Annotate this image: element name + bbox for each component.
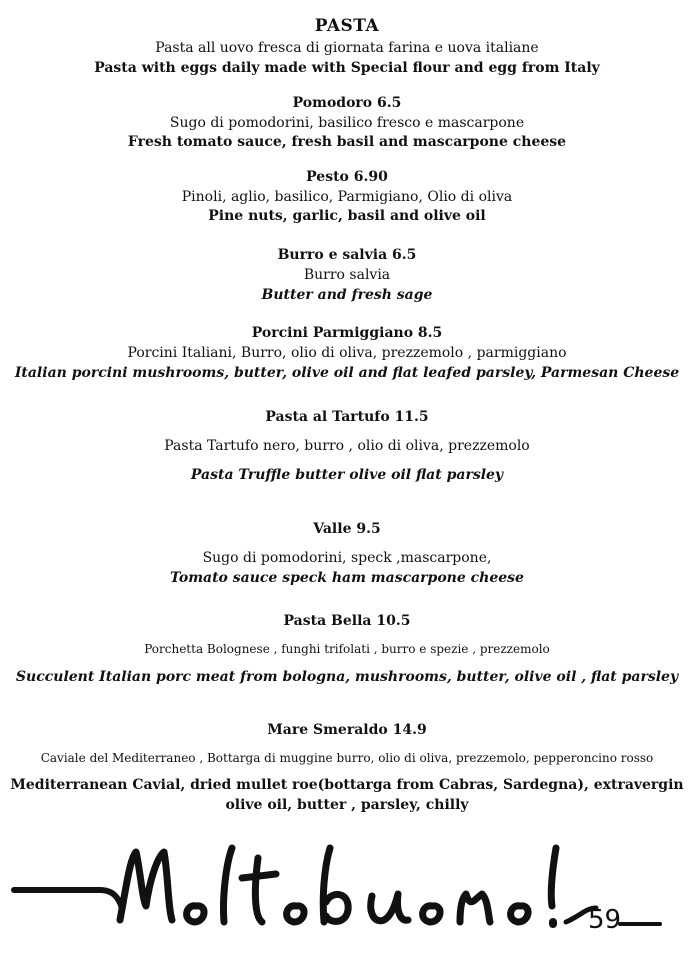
dish-english-valle: Tomato sauce speck ham mascarpone cheese bbox=[170, 570, 524, 586]
dish-english-pomodoro: Fresh tomato sauce, fresh basil and mascarpone cheese bbox=[127, 134, 567, 150]
dish-english-pasta-bella: Succulent Italian porc meat from bologna, mushrooms, butter, olive oil , flat parsley bbox=[15, 669, 679, 685]
dish-name-pomodoro: Pomodoro 6.5 bbox=[292, 95, 402, 111]
dish-italian-pesto: Pinoli, aglio, basilico, Parmigiano, Olio di oliva bbox=[181, 189, 513, 205]
dish-italian-valle: Sugo di pomodorini, speck ,mascarpone, bbox=[202, 550, 492, 566]
moltobuono-logo bbox=[0, 828, 694, 960]
dish-name-valle: Valle 9.5 bbox=[313, 521, 381, 537]
dish-italian-mare-smeraldo: Caviale del Mediterraneo , Bottarga di muggine burro, olio di oliva, prezzemolo, pepperoncino rosso bbox=[40, 751, 654, 765]
page-title: PASTA bbox=[314, 16, 380, 36]
dish-english-mare-smeraldo: Mediterranean Cavial, dried mullet roe(bottarga from Cabras, Sardegna), extravergin olive oil, butter , parsley, chilly bbox=[10, 777, 684, 813]
dish-italian-tartufo: Pasta Tartufo nero, burro , olio di oliva, prezzemolo bbox=[164, 438, 530, 454]
dish-name-tartufo: Pasta al Tartufo 11.5 bbox=[265, 409, 429, 425]
dish-english-tartufo: Pasta Truffle butter olive oil flat parsley bbox=[190, 467, 504, 483]
dish-name-pesto: Pesto 6.90 bbox=[306, 169, 388, 185]
dish-name-pasta-bella: Pasta Bella 10.5 bbox=[283, 613, 411, 629]
dish-italian-burro-salvia: Burro salvia bbox=[303, 267, 391, 283]
dish-name-porcini: Porcini Parmiggiano 8.5 bbox=[251, 325, 443, 341]
dish-english-burro-salvia: Butter and fresh sage bbox=[261, 287, 433, 303]
subtitle-italian: Pasta all uovo fresca di giornata farina e uova italiane bbox=[155, 40, 539, 56]
subtitle-english: Pasta with eggs daily made with Special flour and egg from Italy bbox=[94, 60, 600, 76]
dish-english-pesto: Pine nuts, garlic, basil and olive oil bbox=[208, 208, 486, 224]
dish-italian-pasta-bella: Porchetta Bolognese , funghi trifolati , burro e spezie , prezzemolo bbox=[144, 642, 550, 656]
dish-italian-pomodoro: Sugo di pomodorini, basilico fresco e mascarpone bbox=[169, 115, 525, 131]
page-number: 59 bbox=[588, 905, 622, 935]
dish-name-burro-salvia: Burro e salvia 6.5 bbox=[277, 247, 417, 263]
dish-italian-porcini: Porcini Italiani, Burro, olio di oliva, prezzemolo , parmiggiano bbox=[127, 345, 567, 361]
dish-english-porcini: Italian porcini mushrooms, butter, olive oil and flat leafed parsley, Parmesan Cheese bbox=[14, 365, 680, 381]
dish-name-mare-smeraldo: Mare Smeraldo 14.9 bbox=[267, 722, 427, 738]
